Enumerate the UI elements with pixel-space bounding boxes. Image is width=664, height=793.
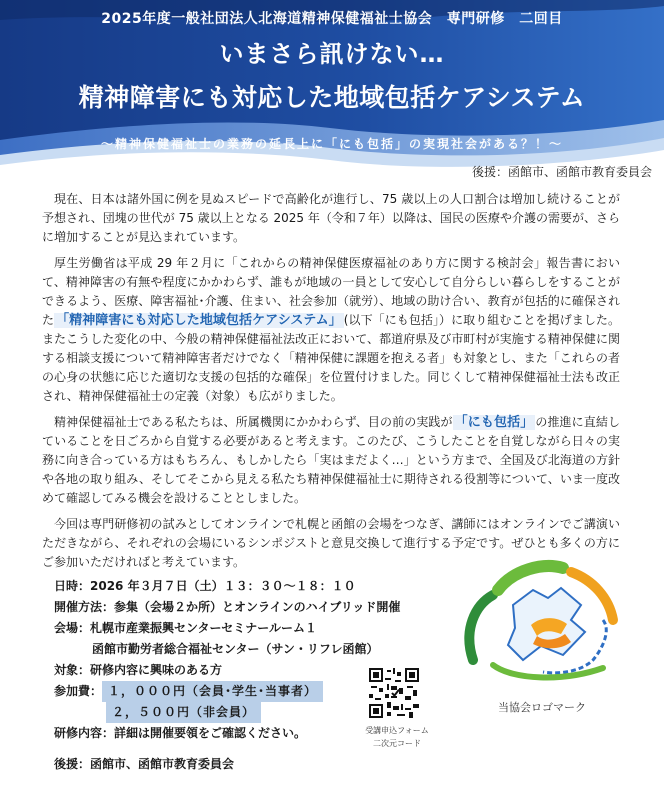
fee-non-member: ２，５００円（非会員） [106,702,261,723]
paragraph-2 [42,254,620,406]
qr-caption [352,724,442,750]
paragraph-3-text-a: 精神保健福祉士である私たちは、所属機関にかかわらず、目の前の実践が [54,415,453,429]
organization-line: 2025年度一般社団法人北海道精神保健福祉士協会 専門研修 二回目 [101,11,563,27]
event-target: 対象：研修内容に興味のある方 [54,663,223,677]
event-date: 日時：2026 年３月７日（土）１３：３０～１８：１０ [54,579,356,593]
event-venue-2: 函館市勤労者総合福祉センター（サン・リフレ函館） [92,642,379,656]
qr-code-icon [369,668,419,718]
fee-label: 参加費： [54,684,103,698]
paragraph-3 [42,413,620,508]
support-top: 後援：函館市、函館市教育委員会 [471,165,652,179]
fee-member: １，０００円（会員･学生･当事者） [102,681,323,702]
event-support: 後援：函館市、函館市教育委員会 [54,757,235,771]
qr-code[interactable] [369,668,419,718]
paragraph-1: 現在、日本は諸外国に例を見ぬスピードで高齢化が進行し、75 歳以上の人口割合は増加し続けることが予想され、団塊の世代が 75 歳以上となる 2025 年（令和７年）以降は、国民の医療や介護の需要が、さらに増加することが見込まれています。 [42,192,620,244]
qr-caption-line-2: 二次元コード [373,739,421,748]
body-text [42,190,620,579]
header-banner [0,0,664,175]
hokkaido-handshake-logo-icon [453,550,633,690]
event-content: 研修内容：詳細は開催要領をご確認ください。 [54,726,307,740]
paragraph-3-text-b: の推進に直結していることを日ごろから自覚する必要があると考えます。このたび、こうしたことを自覚しながら日々の実務に向き合っている方はもちろん、もしかしたら「実はまだよく…」という方まで、全国及び北海道の方針や各地の取り組み、そしてそこから見える私たち精神保健福祉士に期待される役割等について、いま一度改めて確認してみる機会を設けることとしました。 [42,415,620,505]
highlight-nimo-houkatsu: 「にも包括」 [454,415,534,430]
subtitle: ～精神保健福祉士の業務の延長上に「にも包括」の実現社会がある？！～ [100,137,563,151]
title-line-1: いまさら訊けない… [219,40,445,68]
paragraph-2-text-a: 厚生労働省は平成 29 年２月に「これからの精神保健医療福祉のあり方に関する検討会」報告書において、精神障害の有無や程度にかかわらず、誰もが地域の一員として安心して自分らしい暮らしをすることができるよう、医療、障害福祉･介護、住まい、社会参加（就労）、地域の助け合い、教育が包括的に確保された [42,256,620,327]
paragraph-2-text-b: (以下「にも包括」）に取り組むことを掲げました。またこうした変化の中、今般の精神保健福祉法改正において、都道府県及び市町村が実施する精神保健に関する相談支援について精神障害者だけでなく「精神保健に課題を抱える者」も対象とし、また「これらの者の心身の状態に応じた適切な支援の包括的な確保」を位置付けました。同じくして精神保健福祉士法も改正され、精神保健福祉士の定義（対象）も広がりました。 [42,313,620,403]
event-venue-1: 会場：札幌市産業振興センターセミナールーム１ [54,621,318,635]
paragraph-4: 今回は専門研修初の試みとしてオンラインで札幌と函館の会場をつなぎ、講師にはオンラインでご講演いただきながら、それぞれの会場にいるシンポジストと意見交換して進行する予定です。ぜひとも多くの方にご参加いただければと考えています。 [42,517,620,569]
qr-caption-line-1: 受講申込フォーム [365,726,429,735]
logo-caption: 当協会ロゴマーク [498,701,586,714]
event-fee-1 [54,681,374,702]
event-method: 開催方法：参集（会場２か所）とオンラインのハイブリッド開催 [54,600,401,614]
event-fee-2 [54,702,374,723]
association-logo [453,550,633,690]
highlight-chiiki-houkatsu: 「精神障害にも対応した地域包括ケアシステム」 [56,313,342,328]
title-line-2: 精神障害にも対応した地域包括ケアシステム [78,83,586,112]
